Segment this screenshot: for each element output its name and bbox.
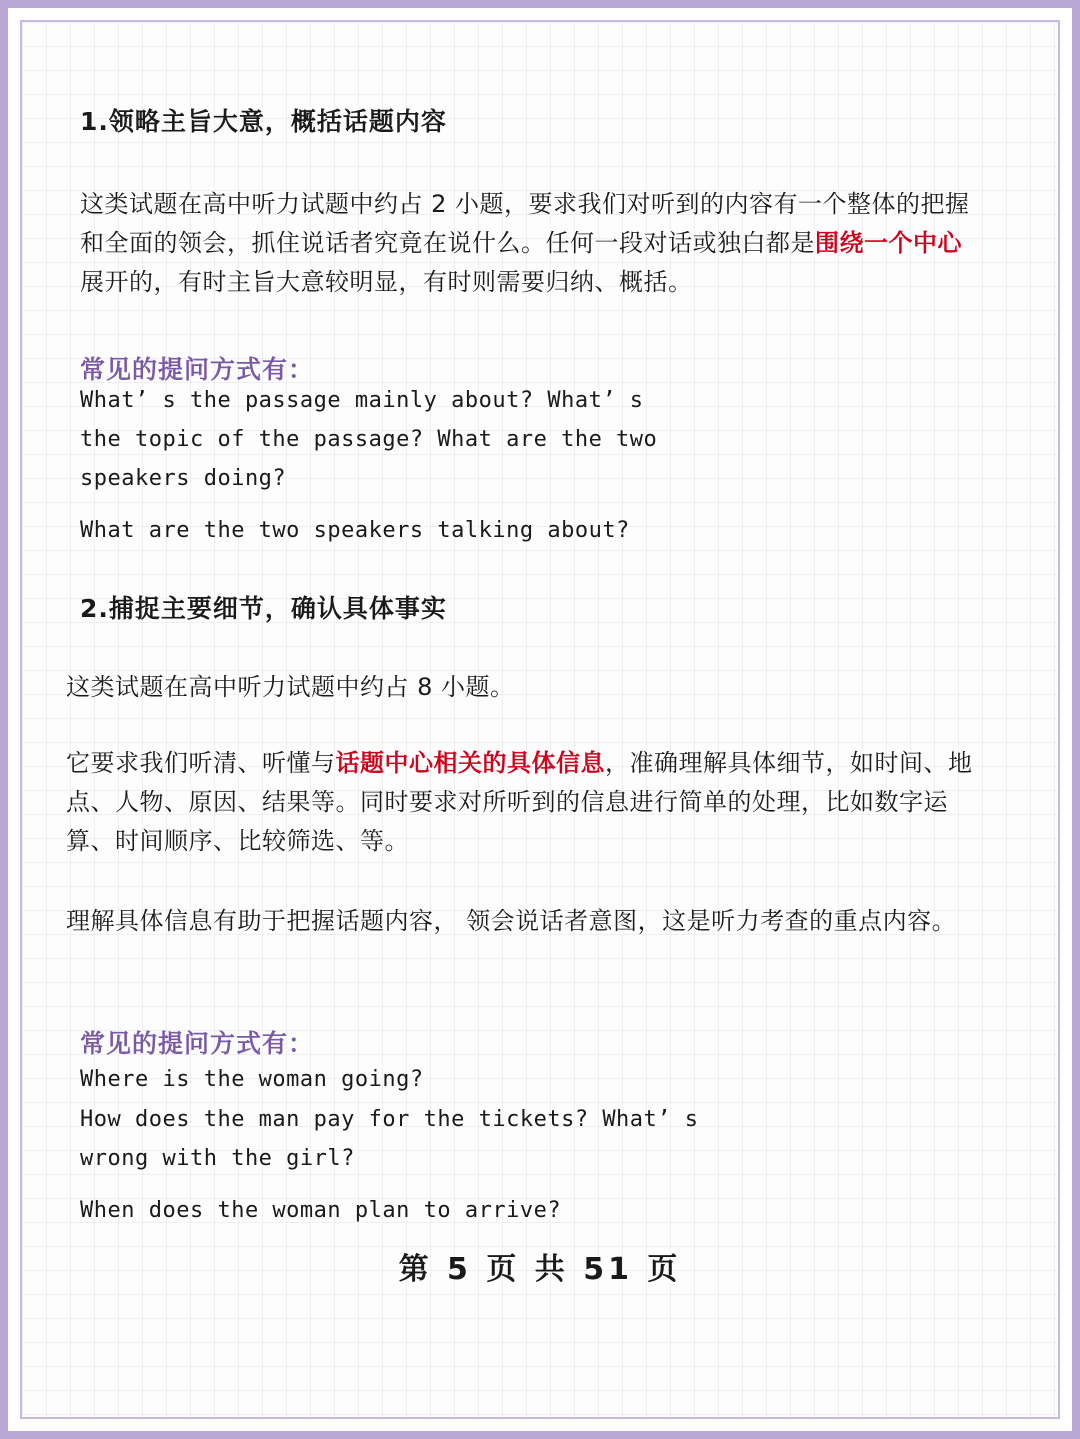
section1-question-line: speakers doing?	[80, 466, 287, 491]
section2-paragraph-2-text-end: ，准确理解具体细节，如时间、地点、人物、原因、结果等。同时要求对所听到的信息进行简单的处理，比如数字运算、时间顺序、比较筛选、等。	[66, 749, 973, 855]
section1-question-line: What’ s the passage mainly about? What’ s	[80, 388, 644, 413]
section2-heading: 2.捕捉主要细节，确认具体事实	[80, 594, 447, 623]
section1-question-line: the topic of the passage? What are the two	[80, 427, 658, 452]
page-number: 第 5 页 共 51 页	[398, 1252, 682, 1287]
section2-questions-heading: 常见的提问方式有：	[80, 1029, 315, 1058]
section1-paragraph-text-end: 展开的，有时主旨大意较明显，有时则需要归纳、概括。	[80, 268, 693, 296]
section1-heading: 1.领略主旨大意，概括话题内容	[80, 107, 447, 136]
section2-question-line: wrong with the girl?	[80, 1146, 355, 1171]
section2-paragraph-1: 这类试题在高中听力试题中约占 8 小题。	[66, 673, 515, 701]
section2-paragraph-2	[66, 744, 980, 861]
section2-paragraph-2-text: 它要求我们听清、听懂与	[66, 749, 336, 777]
section2-question-line: When does the woman plan to arrive?	[80, 1198, 562, 1223]
section2-paragraph-2-highlight: 话题中心相关的具体信息	[335, 749, 605, 777]
section1-paragraph-text: 这类试题在高中听力试题中约占 2 小题，要求我们对听到的内容有一个整体的把握和全面的领会，抓住说话者究竟在说什么。任何一段对话或独白都是	[80, 190, 970, 257]
section1-paragraph-highlight: 围绕一个中心	[815, 229, 962, 257]
section1-paragraph	[80, 185, 980, 302]
section1-questions-heading: 常见的提问方式有：	[80, 355, 315, 384]
section2-paragraph-3: 理解具体信息有助于把握话题内容， 领会说话者意图，这是听力考查的重点内容。	[66, 907, 957, 935]
section2-question-line: Where is the woman going?	[80, 1067, 424, 1092]
section2-question-line: How does the man pay for the tickets? What’ s	[80, 1107, 699, 1132]
section1-question-line: What are the two speakers talking about?	[80, 518, 630, 543]
